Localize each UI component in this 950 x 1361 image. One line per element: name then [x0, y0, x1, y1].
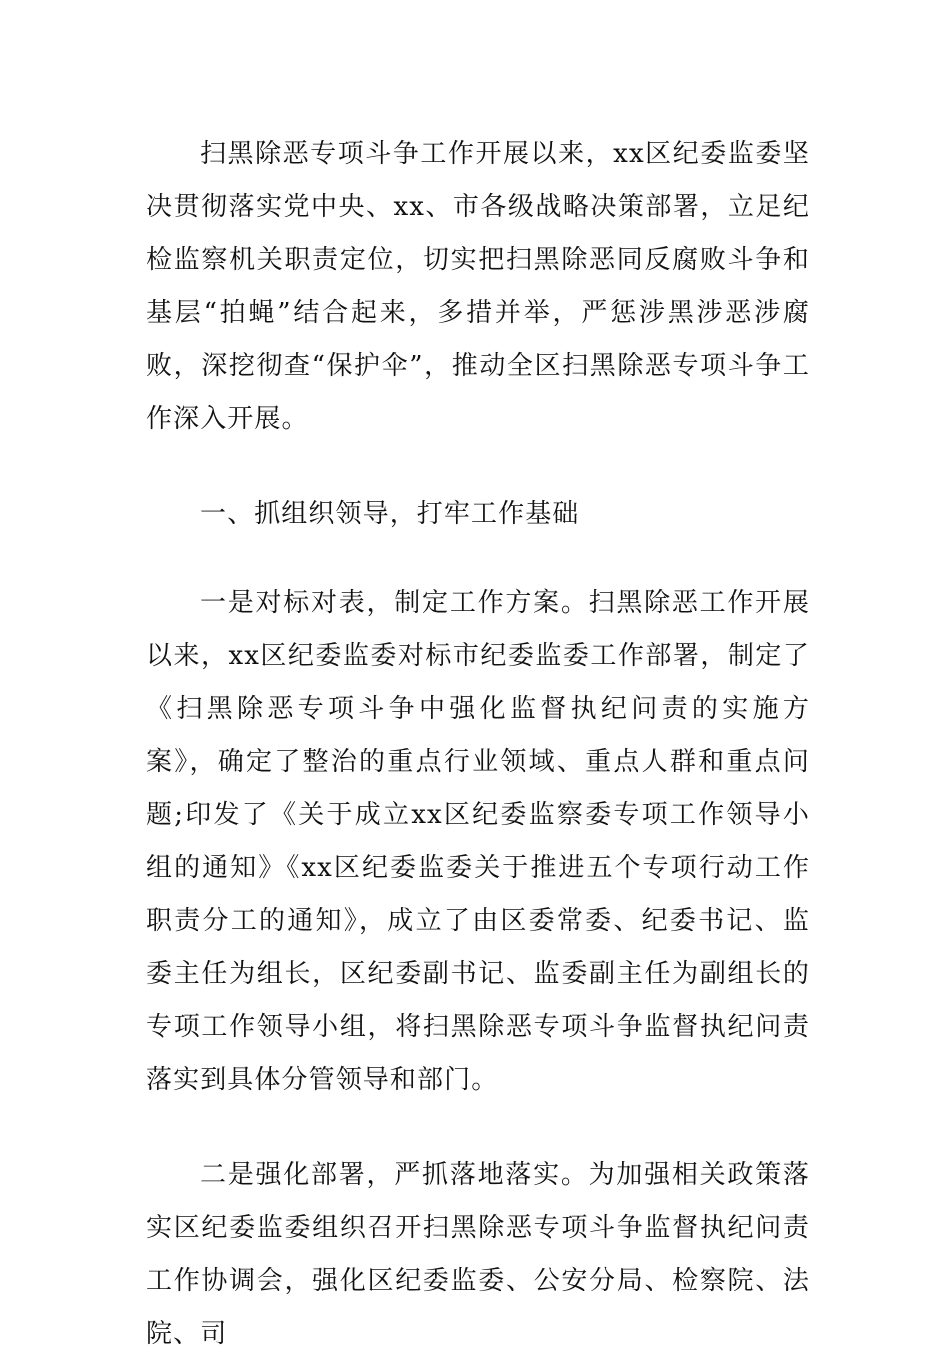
paragraph-spacer — [146, 1107, 810, 1149]
body-paragraph-one: 一是对标对表，制定工作方案。扫黑除恶工作开展以来，xx区纪委监委对标市纪委监委工作部署，制定了《扫黑除恶专项斗争中强化监督执纪问责的实施方案》，确定了整治的重点行业领域、重点人群和重点问题;印发了《关于成立xx区纪委监察委专项工作领导小组的通知》《xx区纪委监委关于推进五个专项行动工作职责分工的通知》，成立了由区委常委、纪委书记、监委主任为组长，区纪委副书记、监委副主任为副组长的专项工作领导小组，将扫黑除恶专项斗争监督执纪问责落实到具体分管领导和部门。 — [146, 588, 810, 1095]
paragraph-spacer — [146, 541, 810, 577]
paragraph-spacer — [146, 446, 810, 488]
document-page — [146, 128, 810, 1361]
intro-paragraph: 扫黑除恶专项斗争工作开展以来，xx区纪委监委坚决贯彻落实党中央、xx、市各级战略决策部署，立足纪检监察机关职责定位，切实把扫黑除恶同反腐败斗争和基层“拍蝇”结合起来，多措并举，严惩涉黑涉恶涉腐败，深挖彻查“保护伞”，推动全区扫黑除恶专项斗争工作深入开展。 — [146, 139, 810, 434]
body-paragraph-two: 二是强化部署，严抓落地落实。为加强相关政策落实区纪委监委组织召开扫黑除恶专项斗争监督执纪问责工作协调会，强化区纪委监委、公安分局、检察院、法院、司 — [146, 1160, 810, 1349]
section-heading: 一、抓组织领导，打牢工作基础 — [200, 499, 580, 529]
